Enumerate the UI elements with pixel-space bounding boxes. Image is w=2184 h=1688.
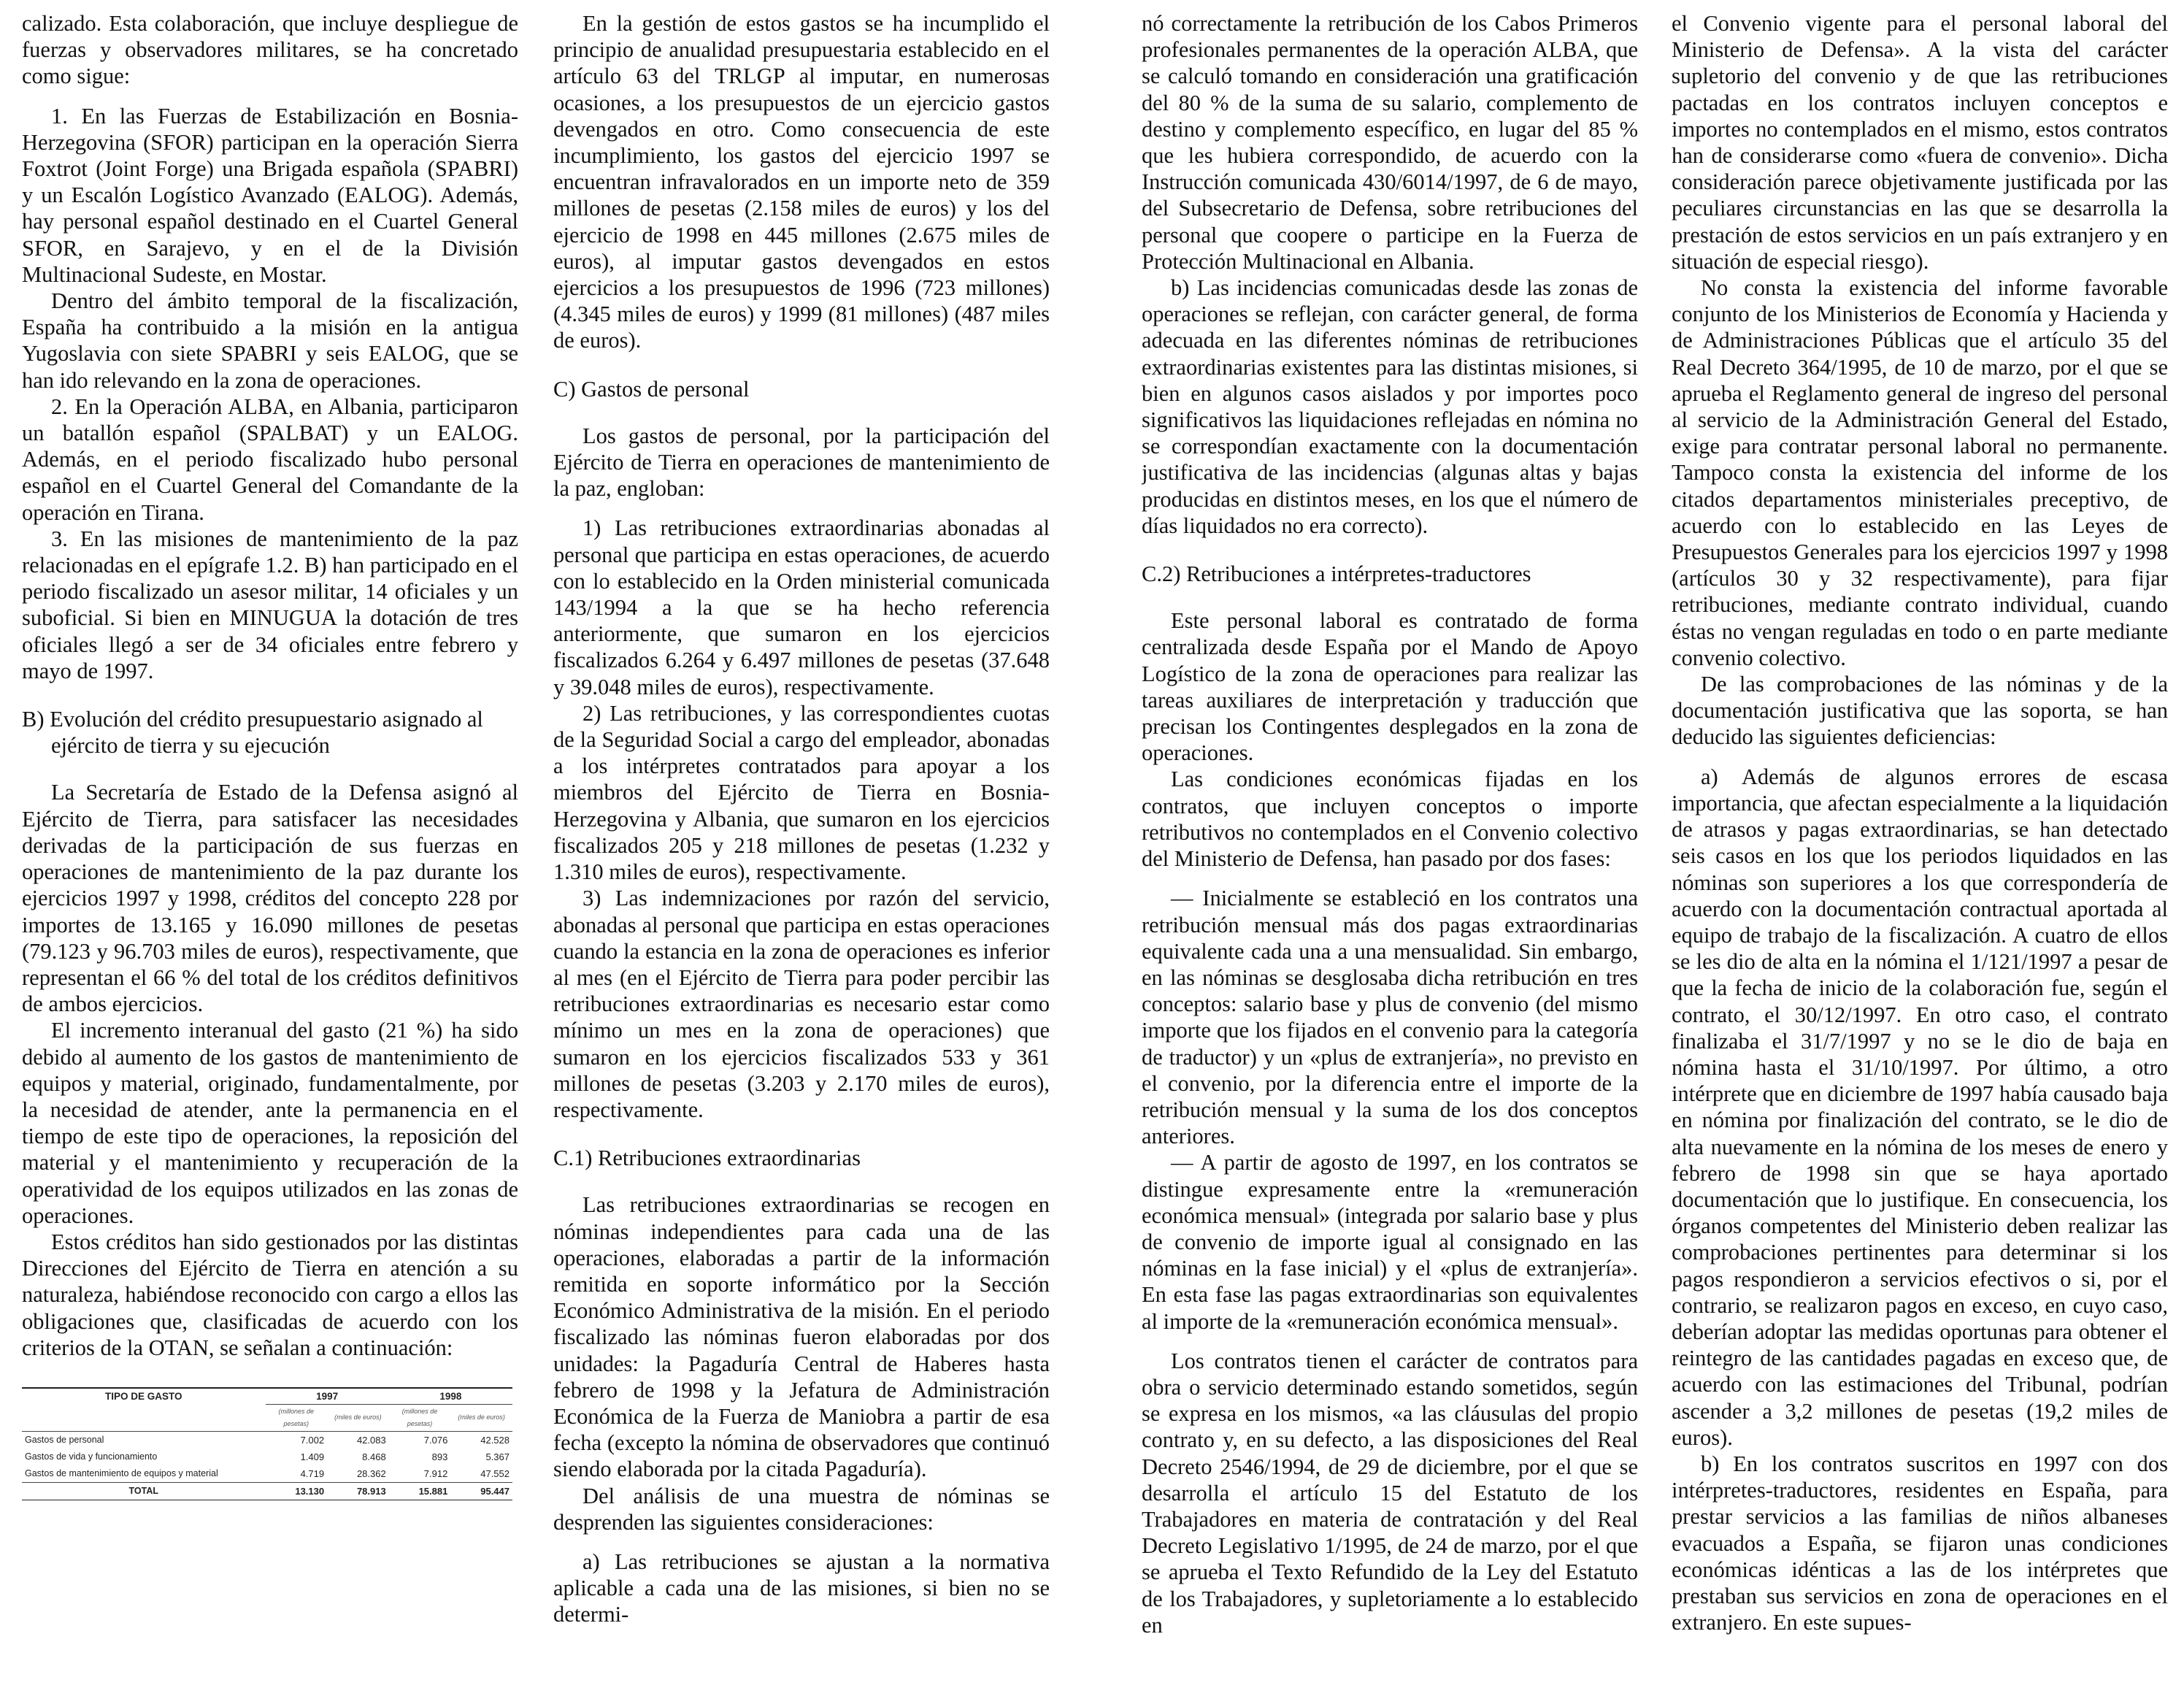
paragraph: — A partir de agosto de 1997, en los contratos se distingue expresamente entre la «remuneración económica mensual» (integrada por salario base y plus de convenio de importe igual al consignado en las nóminas en la fase inicial) y el «plus de extranjería». En esta fase las pagas extraordinarias son equivalentes al importe de la «remuneración económica mensual». [1142,1150,1638,1334]
paragraph: 3) Las indemnizaciones por razón del servicio, abonadas al personal que participa en estas operaciones cuando la estancia en la zona de operaciones es inferior al mes (en el Ejército de Tierra para poder percibir las retribuciones extraordinarias es necesario estar como mínimo un mes en la zona de operaciones) que sumaron en los ejercicios fiscalizados 533 y 361 millones de pesetas (3.203 y 2.170 miles de euros), respectivamente. [553,886,1050,1122]
cell: 893 [431,1451,448,1462]
row-label: Gastos de personal [25,1434,104,1445]
cell: 28.362 [356,1468,386,1479]
paragraph: El incremento interanual del gasto (21 %) ha sido debido al aumento de los gastos de mantenimiento de equipos y material, originado, fundamentalmente, por la necesidad de atender, ante la permanencia en el tiempo de este tipo de operaciones, la reposición del material y el mantenimiento y recuperación de la operatividad de los equipos utilizados en las zonas de operaciones. [22,1018,518,1228]
paragraph: 2) Las retribuciones, y las correspondientes cuotas de la Seguridad Social a cargo del empleador, abonadas a los intérpretes contratados para apoyar a los miembros del Ejército de Tierra en Bosnia-Herzegovina y Albania, que sumaron en los ejercicios fiscalizados 205 y 218 millones de pesetas (1.232 y 1.310 miles de euros), respectivamente. [553,700,1050,885]
expense-table [22,1387,512,1500]
cell: 1.409 [300,1451,325,1462]
table-header-tipo: TIPO DE GASTO [22,1388,266,1405]
table-unit: (millones de pesetas) [266,1404,328,1431]
cell: 4.719 [300,1468,325,1479]
table-row [22,1431,512,1449]
row-label: Gastos de mantenimiento de equipos y material [25,1468,218,1478]
text-column-4 [1672,10,2168,1682]
text-column-3 [1142,10,1638,1682]
table-header-year: 1997 [266,1388,389,1405]
table-row [22,1465,512,1483]
cell: 42.528 [480,1434,510,1446]
paragraph: 1. En las Fuerzas de Estabilización en Bosnia-Herzegovina (SFOR) participan en la operación Sierra Foxtrot (Joint Forge) una Brigada española (SPABRI) y un Escalón Logístico Avanzado (EALOG). Además, hay personal español destinado en el Cuartel General SFOR, en Sarajevo, y en el de la División Multinacional Sudeste, en Mostar. [22,103,518,287]
table-unit: (miles de euros) [327,1404,389,1431]
section-heading: C.2) Retribuciones a intérpretes-traductores [1142,561,1531,587]
paragraph: b) En los contratos suscritos en 1997 con dos intérpretes-traductores, residentes en España, para prestar servicios a las familias de niños albaneses evacuados a España, se fijaron unas condiciones económicas idénticas a las de los intérpretes que prestaban sus servicios en zona de operaciones en el extranjero. En este supues- [1672,1451,2168,1635]
total-label: TOTAL [22,1482,266,1500]
table-total-row [22,1482,512,1500]
paragraph: nó correctamente la retribución de los Cabos Primeros profesionales permanentes de la operación ALBA, que se calculó tomando en consideración una gratificación del 80 % de la suma de su salario, complemento de destino y complemento específico, en lugar del 85 % que les hubiera correspondido, de acuerdo con la Instrucción comunicada 430/6014/1997, de 6 de mayo, del Subsecretario de Defensa, sobre retribuciones del personal que coopere o participe en la Fuerza de Protección Multinacional en Albania. [1142,11,1638,274]
paragraph: La Secretaría de Estado de la Defensa asignó al Ejército de Tierra, para satisfacer las necesidades derivadas de la participación de sus fuerzas en operaciones de mantenimiento de la paz durante los ejercicios 1997 y 1998, créditos del concepto 228 por importes de 13.165 y 16.090 millones de pesetas (79.123 y 96.703 miles de euros), respectivamente, que representan el 66 % del total de los créditos definitivos de ambos ejercicios. [22,780,518,1017]
paragraph: Dentro del ámbito temporal de la fiscalización, España ha contribuido a la misión en la antigua Yugoslavia con siete SPABRI y seis EALOG, que se han ido relevando en la zona de operaciones. [22,288,518,393]
paragraph: De las comprobaciones de las nóminas y de la documentación justificativa que las soporta, se han deducido las siguientes deficiencias: [1672,672,2168,750]
cell: 8.468 [362,1451,386,1462]
paragraph: Los contratos tienen el carácter de contratos para obra o servicio determinado estando sometidos, según se expresa en los mismos, «a las cláusulas del propio contrato y, en su defecto, a las disposiciones del Real Decreto 2546/1994, de 29 de diciembre, por el que se desarrolla el artículo 15 del Estatuto de los Trabajadores en materia de contratación y del Real Decreto Legislativo 1/1995, de 24 de marzo, por el que se aprueba el Texto Refundido de la Ley del Estatuto de los Trabajadores, y supletoriamente a lo establecido en [1142,1348,1638,1638]
section-heading: B) Evolución del crédito presupuestario asignado al ejército de tierra y su ejecución [22,707,483,759]
paragraph: En la gestión de estos gastos se ha incumplido el principio de anualidad presupuestaria establecido en el artículo 63 del TRLGP al imputar, en numerosas ocasiones, a los presupuestos de un ejercicio gastos devengados en otro. Como consecuencia de este incumplimiento, los gastos del ejercicio 1997 se encuentran infravalorados en un importe neto de 359 millones de pesetas (2.158 miles de euros) y los del ejercicio de 1998 en 445 millones (2.675 miles de euros), al imputar gastos devengados en estos ejercicios a los presupuestos de 1996 (723 millones) (4.345 miles de euros) y 1999 (81 millones) (487 miles de euros). [553,11,1050,353]
section-heading: C) Gastos de personal [553,376,750,402]
text-column-2 [553,10,1050,1682]
cell: 13.130 [266,1482,328,1500]
table-unit: (miles de euros) [450,1404,512,1431]
paragraph: — Inicialmente se estableció en los contratos una retribución mensual más dos pagas extraordinarias equivalente cada una a una mensualidad. Sin embargo, en las nóminas se desglosaba dicha retribución en tres conceptos: salario base y plus de convenio (del mismo importe que los fijados en el convenio para la categoría de traductor) y un «plus de extranjería», no previsto en el convenio, por la diferencia entre el importe de la retribución mensual y la suma de los dos conceptos anteriores. [1142,886,1638,1149]
cell: 5.367 [485,1451,510,1462]
section-heading: C.1) Retribuciones extraordinarias [553,1146,861,1171]
table-header-year: 1998 [389,1388,512,1405]
cell: 7.002 [300,1434,325,1446]
paragraph: 3. En las misiones de mantenimiento de la paz relacionadas en el epígrafe 1.2. B) han participado en el periodo fiscalizado un asesor militar, 14 oficiales y un suboficial. Si bien en MINUGUA la dotación de tres oficiales llegó a ser de 34 oficiales entre febrero y mayo de 1997. [22,526,518,683]
paragraph: No consta la existencia del informe favorable conjunto de los Ministerios de Economía y Hacienda y de Administraciones Públicas que el artículo 35 del Real Decreto 364/1995, de 10 de marzo, por el que se aprueba el Reglamento general de ingreso del personal al servicio de la Administración General del Estado, exige para contratar personal laboral no permanente. Tampoco consta la existencia del informe de los citados departamentos ministeriales preceptivo, de acuerdo con lo establecido en las Leyes de Presupuestos Generales para los ejercicios 1997 y 1998 (artículos 30 y 32 respectivamente), para fijar retribuciones, mediante contrato individual, cuando éstas no vengan reguladas en todo o en parte mediante convenio colectivo. [1672,275,2168,670]
paragraph: 2. En la Operación ALBA, en Albania, participaron un batallón español (SPALBAT) y un EALOG. Además, en el periodo fiscalizado hubo personal español en el Cuartel General del Comandante de la operación en Tirana. [22,394,518,525]
paragraph: calizado. Esta colaboración, que incluye despliegue de fuerzas y observadores militares, se ha concretado como sigue: [22,11,518,89]
table-row [22,1449,512,1465]
paragraph: Del análisis de una muestra de nóminas se desprenden las siguientes consideraciones: [553,1483,1050,1535]
cell: 42.083 [356,1434,386,1446]
paragraph: Los gastos de personal, por la participación del Ejército de Tierra en operaciones de mantenimiento de la paz, engloban: [553,423,1050,502]
paragraph: Estos créditos han sido gestionados por las distintas Direcciones del Ejército de Tierra en atención a su naturaleza, habiéndose reconocido con cargo a ellos las obligaciones que, clasificadas de acuerdo con los criterios de la OTAN, se señalan a continuación: [22,1229,518,1360]
cell: 47.552 [480,1468,510,1479]
text-column-1 [22,10,518,1682]
cell: 7.076 [423,1434,448,1446]
paragraph: el Convenio vigente para el personal laboral del Ministerio de Defensa». A la vista del carácter supletorio del convenio y de que las retribuciones pactadas en los contratos incluyen conceptos e importes no contemplados en el mismo, estos contratos han de considerarse como «fuera de convenio». Dicha consideración parece objetivamente justificada por las peculiares circunstancias en las que se desarrolla la prestación de estos servicios en un país extranjero y en situación de especial riesgo). [1672,11,2168,274]
row-label: Gastos de vida y funcionamiento [25,1451,158,1462]
paragraph: a) Las retribuciones se ajustan a la normativa aplicable a cada una de las misiones, si bien no se determi- [553,1549,1050,1627]
paragraph: Las retribuciones extraordinarias se recogen en nóminas independientes para cada una de las operaciones, elaboradas a partir de la información remitida en soporte informático por la Sección Económico Administrativa de la misión. En el periodo fiscalizado las nóminas fueron elaboradas por dos unidades: la Pagaduría Central de Haberes hasta febrero de 1998 y la Jefatura de Administración Económica de la Fuerza de Maniobra a partir de esa fecha (excepto la nómina de observadores que continuó siendo elaborada por la citada Pagaduría). [553,1192,1050,1482]
paragraph: 1) Las retribuciones extraordinarias abonadas al personal que participa en estas operaciones, de acuerdo con lo establecido en la Orden ministerial comunicada 143/1994 a la que se ha hecho referencia anteriormente, que sumaron en los ejercicios fiscalizados 6.264 y 6.497 millones de pesetas (37.648 y 39.048 miles de euros), respectivamente. [553,515,1050,699]
paragraph: a) Además de algunos errores de escasa importancia, que afectan especialmente a la liquidación de atrasos y pagas extraordinarias, se han detectado seis casos en los que los periodos liquidados en las nóminas son superiores a los que correspondería de acuerdo con la documentación contractual aportada al equipo de trabajo de la fiscalización. A cuatro de ellos se les dio de alta en la nómina el 1/121/1997 a pesar de que la fecha de inicio de la colaboración fue, según el contrato, el 30/12/1997. En otro caso, el contrato finalizaba el 31/7/1997 y no se le dio de baja en nómina hasta el 31/10/1997. Por último, a otro intérprete que en diciembre de 1997 había causado baja en nómina por finalización del contrato, se le dio de alta nuevamente en la nómina de los meses de enero y febrero de 1998 sin que se haya aportado documentación que lo justifique. En consecuencia, los órganos competentes del Ministerio deben realizar las comprobaciones pertinentes para determinar si los pagos respondieron a servicios efectivos o si, por el contrario, se realizaron pagos en exceso, en cuyo caso, deberían adoptar las medidas oportunas para obtener el reintegro de las cantidades pagadas en exceso que, de acuerdo con las estimaciones del Tribunal, podrían ascender a 3,2 millones de pesetas (19,2 miles de euros). [1672,764,2168,1450]
paragraph: Este personal laboral es contratado de forma centralizada desde España por el Mando de Apoyo Logístico de la zona de operaciones para realizar las tareas auxiliares de interpretación y traducción que precisan los Contingentes desplegados en la zona de operaciones. [1142,608,1638,766]
table-unit: (millones de pesetas) [389,1404,451,1431]
paragraph: Las condiciones económicas fijadas en los contratos, que incluyen conceptos o importe retributivos no contemplados en el Convenio colectivo del Ministerio de Defensa, han pasado por dos fases: [1142,767,1638,872]
cell: 78.913 [327,1482,389,1500]
cell: 7.912 [423,1468,448,1479]
cell: 95.447 [450,1482,512,1500]
cell: 15.881 [389,1482,451,1500]
paragraph: b) Las incidencias comunicadas desde las zonas de operaciones se reflejan, con carácter general, de forma adecuada en las diferentes nóminas de retribuciones extraordinarias existentes para las distintas misiones, si bien en algunos casos aislados y por importes poco significativos las liquidaciones reflejadas en nómina no se correspondían exactamente con la documentación justificativa de las incidencias (algunas altas y bajas producidas en distintos meses, en los que el número de días liquidados no era correcto). [1142,275,1638,538]
